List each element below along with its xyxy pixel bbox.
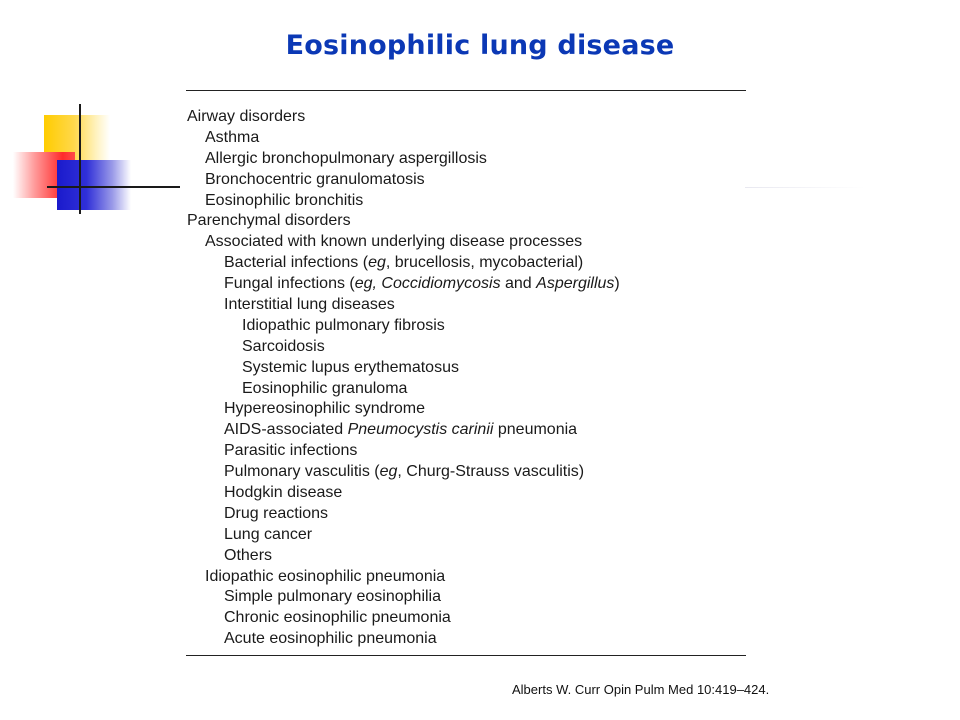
list-item-text: eg: [368, 254, 386, 272]
list-item: [187, 316, 747, 337]
list-item: [187, 253, 747, 274]
list-item-text: Parenchymal disorders: [187, 212, 351, 230]
list-item-text: Sarcoidosis: [242, 337, 325, 355]
list-item-text: Lung cancer: [224, 525, 313, 543]
list-item-text: Idiopathic eosinophilic pneumonia: [205, 567, 446, 585]
list-item-text: Associated with known underlying disease processes: [205, 233, 583, 251]
list-item-text: Eosinophilic bronchitis: [205, 191, 364, 209]
list-item-text: Hypereosinophilic syndrome: [224, 400, 425, 418]
list-item-text: Parasitic infections: [224, 442, 358, 460]
list-item: [187, 483, 747, 504]
citation: Alberts W. Curr Opin Pulm Med 10:419–424.: [512, 682, 770, 697]
table-top-rule: [186, 90, 746, 91]
list-item-text: Simple pulmonary eosinophilia: [224, 588, 442, 606]
list-item: [187, 587, 747, 608]
list-item-text: Bacterial infections (: [224, 254, 369, 272]
list-item: [187, 504, 747, 525]
table-bottom-rule: [186, 655, 746, 656]
decorative-faint-line: [745, 187, 865, 188]
list-item: [187, 128, 747, 149]
list-item: [187, 295, 747, 316]
list-item-text: Chronic eosinophilic pneumonia: [224, 609, 451, 627]
list-item: [187, 567, 747, 588]
list-item: [187, 337, 747, 358]
list-item-text: Airway disorders: [187, 108, 306, 125]
list-item-text: Others: [224, 546, 273, 564]
list-item: [187, 232, 747, 253]
list-item: [187, 629, 747, 650]
disease-classification-list: [187, 107, 747, 650]
list-item-text: and: [500, 275, 537, 293]
list-item-text: Systemic lupus erythematosus: [242, 358, 459, 376]
list-item: [187, 149, 747, 170]
list-item: [187, 546, 747, 567]
decorative-horizontal-line: [47, 186, 180, 188]
list-item-text: Aspergillus: [536, 275, 615, 293]
list-item-text: Hodgkin disease: [224, 484, 343, 502]
list-item-text: eg, Coccidiomycosis: [354, 275, 501, 293]
list-item-text: eg: [379, 463, 398, 481]
list-item: [187, 608, 747, 629]
list-item: [187, 525, 747, 546]
list-item-text: Pulmonary vasculitis (: [224, 463, 380, 481]
list-item-text: Interstitial lung diseases: [224, 296, 395, 314]
list-item-text: pneumonia: [493, 421, 578, 439]
list-item-text: Bronchocentric granulomatosis: [205, 170, 425, 188]
list-item: [187, 399, 747, 420]
list-item-text: Idiopathic pulmonary fibrosis: [242, 316, 445, 334]
slide-title: Eosinophilic lung disease: [285, 30, 675, 61]
decorative-blue-square: [57, 160, 131, 210]
list-item-text: Acute eosinophilic pneumonia: [224, 630, 437, 648]
list-item: [187, 191, 747, 212]
list-item-text: Allergic bronchopulmonary aspergillosis: [205, 149, 487, 167]
list-item: [187, 274, 747, 295]
list-item: [187, 379, 747, 400]
list-item: [187, 462, 747, 483]
list-item-text: , Churg-Strauss vasculitis): [397, 463, 585, 481]
list-item-text: Eosinophilic granuloma: [242, 379, 408, 397]
list-item-text: AIDS-associated: [224, 421, 348, 439]
list-item: [187, 107, 747, 128]
list-item-text: , brucellosis, mycobacterial): [385, 254, 584, 272]
list-item-text: Asthma: [205, 128, 260, 146]
list-item-text: ): [614, 275, 620, 293]
list-item-text: Fungal infections (: [224, 275, 355, 293]
list-item: [187, 358, 747, 379]
list-item: [187, 441, 747, 462]
list-item-text: Drug reactions: [224, 504, 329, 522]
list-item: [187, 170, 747, 191]
list-item: [187, 420, 747, 441]
list-item-text: Pneumocystis carinii: [347, 421, 494, 439]
decorative-vertical-line: [79, 104, 81, 214]
list-item: [187, 211, 747, 232]
